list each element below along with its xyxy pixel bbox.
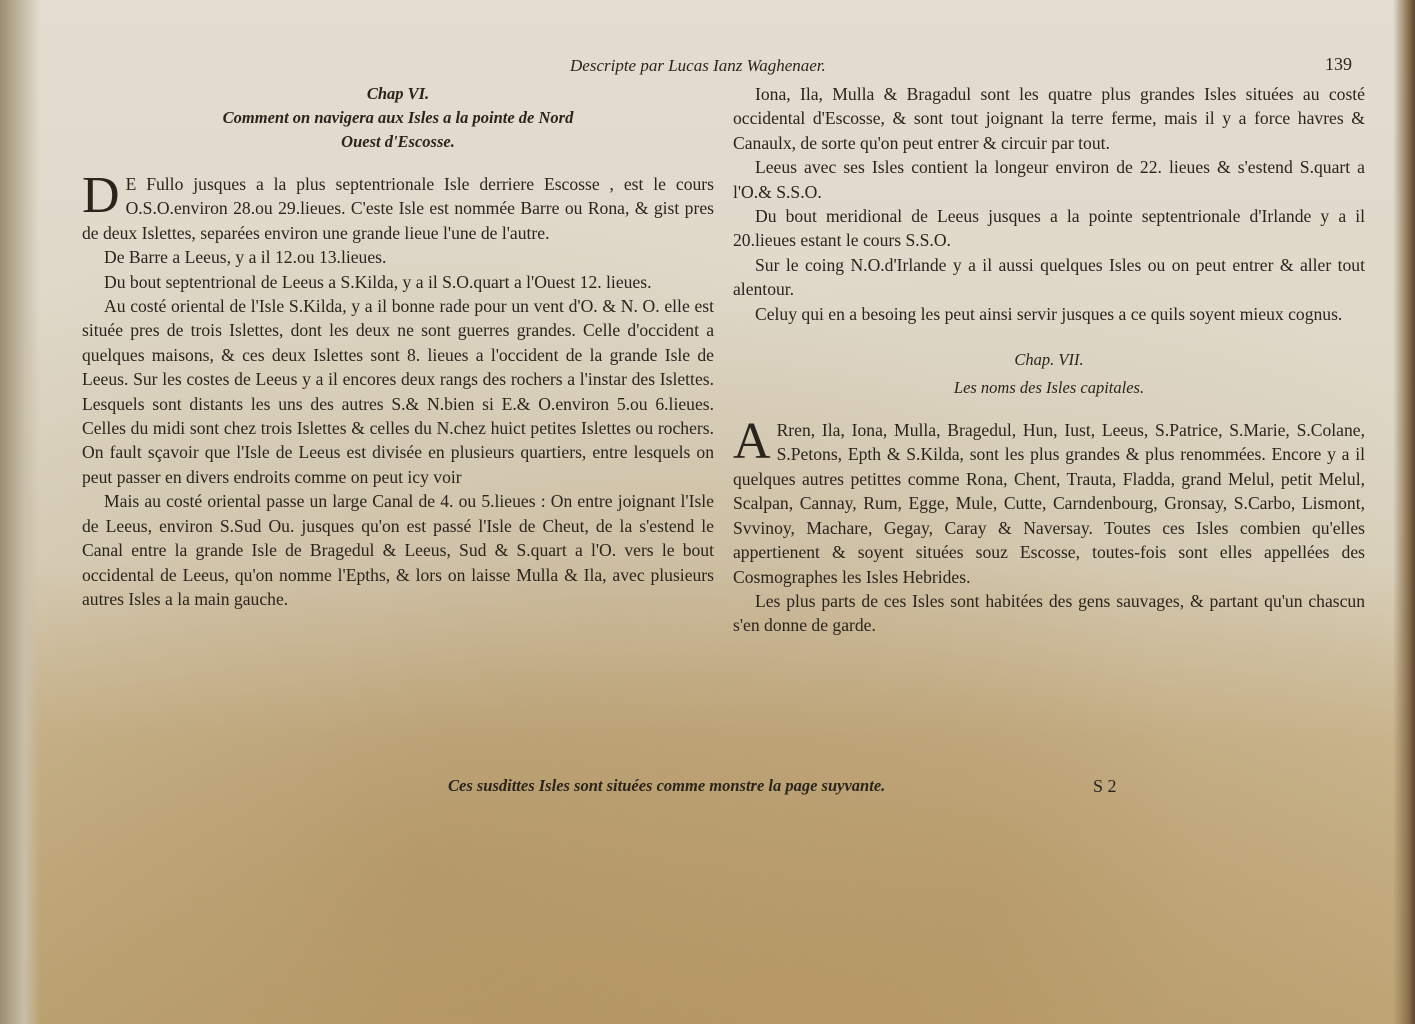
page-binding	[0, 0, 40, 1024]
footer-note: Ces susdittes Isles sont situées comme monstre la page suyvante.	[448, 776, 886, 795]
paragraph: De Barre a Leeus, y a il 12.ou 13.lieues.	[104, 247, 387, 268]
paragraph: Du bout meridional de Leeus jusques a la pointe septentrionale d'Irlande y a il 20.lieues estant le cours S.S.O.	[733, 206, 1365, 251]
chapter-7-heading	[733, 348, 1365, 400]
paragraph: Sur le coing N.O.d'Irlande y a il aussi quelques Isles ou on peut entrer & aller tout alentour.	[733, 254, 1365, 300]
drop-cap: A	[733, 413, 771, 471]
chapter-6-subtitle-line-2: Ouest d'Escosse.	[341, 132, 455, 151]
paragraph-text: Rren, Ila, Iona, Mulla, Bragedul, Hun, Iust, Leeus, S.Patrice, S.Marie, S.Colane, S.Petons, Epth & S.Kilda, sont les plus grandes & plus renommées. Encore y a il quelques autres petittes comme Rona, Chent, Trauta, Fladda, grand Melul, petit Melul, Scalpan, Cannay, Rum, Egge, Mule, Cutte, Carndenbourg, Gronsay, S.Carbo, Lismont, Svvinoy, Machare, Gegay, Caray & Naversay. Toutes ces Isles combien qu'elles appertienent & soyent situées souz Escosse, toutes-fois sont elles appellées des Cosmographes les Isles Hebrides.	[733, 420, 1365, 587]
paragraph: Mais au costé oriental passe un large Canal de 4. ou 5.lieues : On entre joignant l'Isle de Leeus, environ S.Sud Ou. jusques qu'on est passé l'Isle de Cheut, de la s'estend le Canal entre la grande Isle de Bragedul & Leeus, Sud & S.quart a l'O. vers le bout occidental de Leeus, qu'on nomme l'Epths, & lors on laisse Mulla & Ila, avec plusieurs autres Isles a la main gauche.	[82, 491, 714, 609]
paragraph: Celuy qui en a besoing les peut ainsi servir jusques a ce quils soyent mieux cognus.	[755, 303, 1343, 324]
signature-mark: S 2	[1093, 776, 1117, 796]
paragraph: Iona, Ila, Mulla & Bragadul sont les quatre plus grandes Isles situées au costé occidental d'Escosse, & sont tout joignant la terre ferme, mais il y a force havres & Canaulx, de sorte qu'on peut entrer & circuir par tout.	[733, 84, 1365, 153]
paragraph: Du bout septentrional de Leeus a S.Kilda, y a il S.O.quart a l'Ouest 12. lieues.	[104, 271, 652, 292]
page-edge	[1393, 0, 1415, 1024]
paragraph: Leeus avec ses Isles contient la longeur environ de 22. lieues & s'estend S.quart a l'O.& S.S.O.	[733, 157, 1365, 202]
paragraph	[82, 167, 714, 245]
drop-cap: D	[82, 167, 120, 224]
running-head: Descripte par Lucas Ianz Waghenaer.	[570, 56, 826, 75]
chapter-6-subtitle-line-1: Comment on navigera aux Isles a la pointe de Nord	[222, 108, 574, 127]
chapter-7-title: Chap. VII.	[1014, 350, 1084, 370]
paragraph: Au costé oriental de l'Isle S.Kilda, y a il bonne rade pour un vent d'O. & N. O. elle est située pres de trois Islettes, dont les deux ne sont guerres grandes. Celle d'occident a quelques maisons, & ces deux Islettes sont 8. lieues a l'occident de la grande Isle de Leeus. Sur les costes de Leeus y a il encores deux rangs des rochers a l'instar des Islettes. Lesquels sont distants les uns des autres S.& N.bien si E.& O.environ 5.ou 6.lieues. Celles du midi sont chez trois Islettes & celles du N.chez huict petites Islettes ou rochers. On fault sçavoir que l'Isle de Leeus est divisée en plusieurs quartiers, entre lesquels on peut passer en divers endroits comme on peut icy voir	[82, 296, 714, 487]
right-column	[733, 82, 1365, 638]
page-number: 139	[1325, 54, 1352, 74]
chapter-6-title: Chap VI.	[366, 84, 430, 103]
paragraph	[733, 413, 1365, 589]
paragraph-text: E Fullo jusques a la plus septentrionale Isle derriere Escosse , est le cours O.S.O.environ 28.ou 29.lieues. C'este Isle est nommée Barre ou Rona, & gist pres de deux Islettes, separées environ une grande lieue l'une de l'autre.	[82, 174, 714, 243]
chapter-7-subtitle: Les noms des Isles capitales.	[953, 378, 1145, 398]
paragraph: Les plus parts de ces Isles sont habitées des gens sauvages, & partant qu'un chascun s'en donne de garde.	[733, 590, 1365, 636]
left-column	[82, 82, 714, 611]
